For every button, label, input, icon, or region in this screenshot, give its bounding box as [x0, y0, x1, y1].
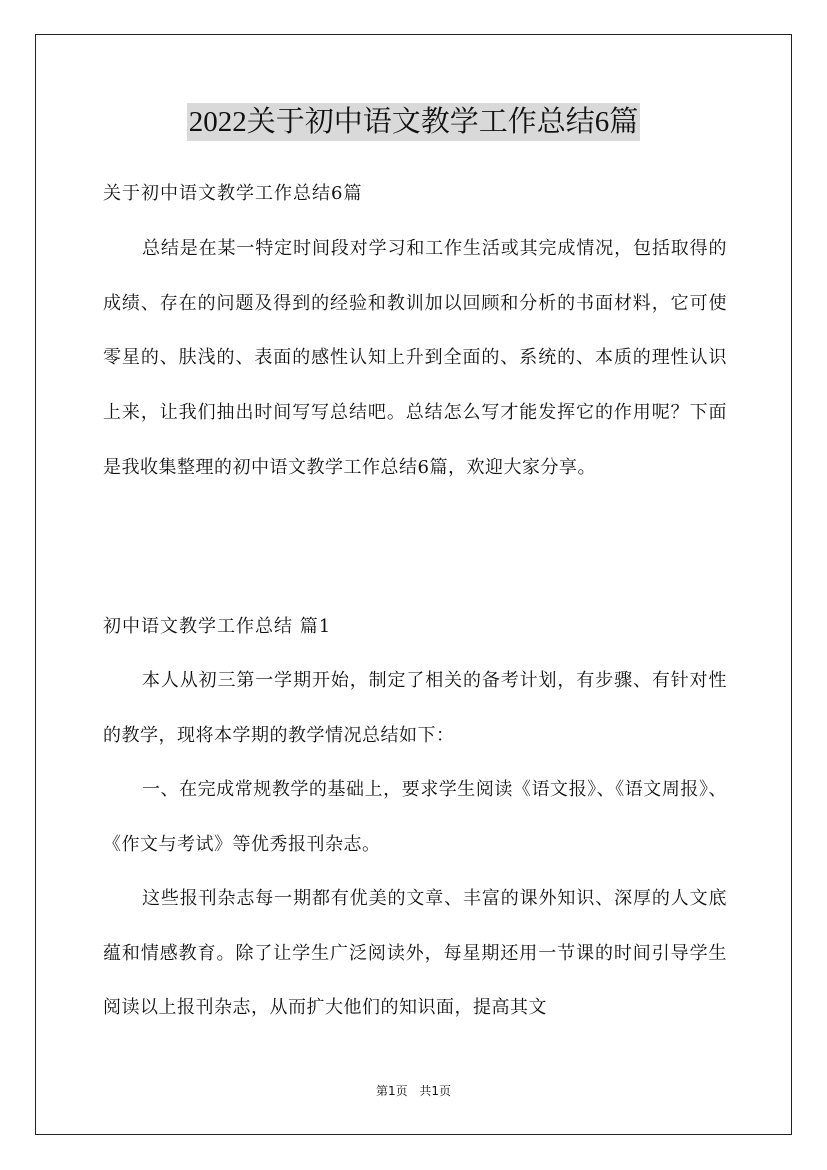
document-title: 2022关于初中语文教学工作总结6篇 [187, 103, 641, 141]
body-paragraph-1: 本人从初三第一学期开始，制定了相关的备考计划，有步骤、有针对性的教学，现将本学期的教学情况总结如下： [103, 670, 727, 746]
title-wrap [0, 103, 827, 141]
intro-paragraph: 总结是在某一特定时间段对学习和工作生活或其完成情况，包括取得的成绩、存在的问题及得到的经验和教训加以回顾和分析的书面材料，它可使零星的、肤浅的、表面的感性认知上升到全面的、系统的、本质的理性认识上来，让我们抽出时间写写总结吧。总结怎么写才能发挥它的作用呢？下面是我收集整理的初中语文教学工作总结6篇，欢迎大家分享。 [103, 238, 727, 478]
body-paragraph-3: 这些报刊杂志每一期都有优美的文章、丰富的课外知识、深厚的人文底蕴和情感教育。除了让学生广泛阅读外，每星期还用一节课的时间引导学生阅读以上报刊杂志，从而扩大他们的知识面，提高其文 [103, 888, 727, 1019]
page-total: 共1页 [419, 1084, 452, 1098]
page-number: 第1页 [375, 1084, 408, 1098]
body-paragraph-2: 一、在完成常规教学的基础上，要求学生阅读《语文报》、《语文周报》、《作文与考试》等优秀报刊杂志。 [103, 779, 727, 855]
document-subtitle: 关于初中语文教学工作总结6篇 [103, 183, 363, 204]
section-heading: 初中语文教学工作总结 篇1 [103, 616, 332, 637]
page-footer [0, 1083, 827, 1099]
